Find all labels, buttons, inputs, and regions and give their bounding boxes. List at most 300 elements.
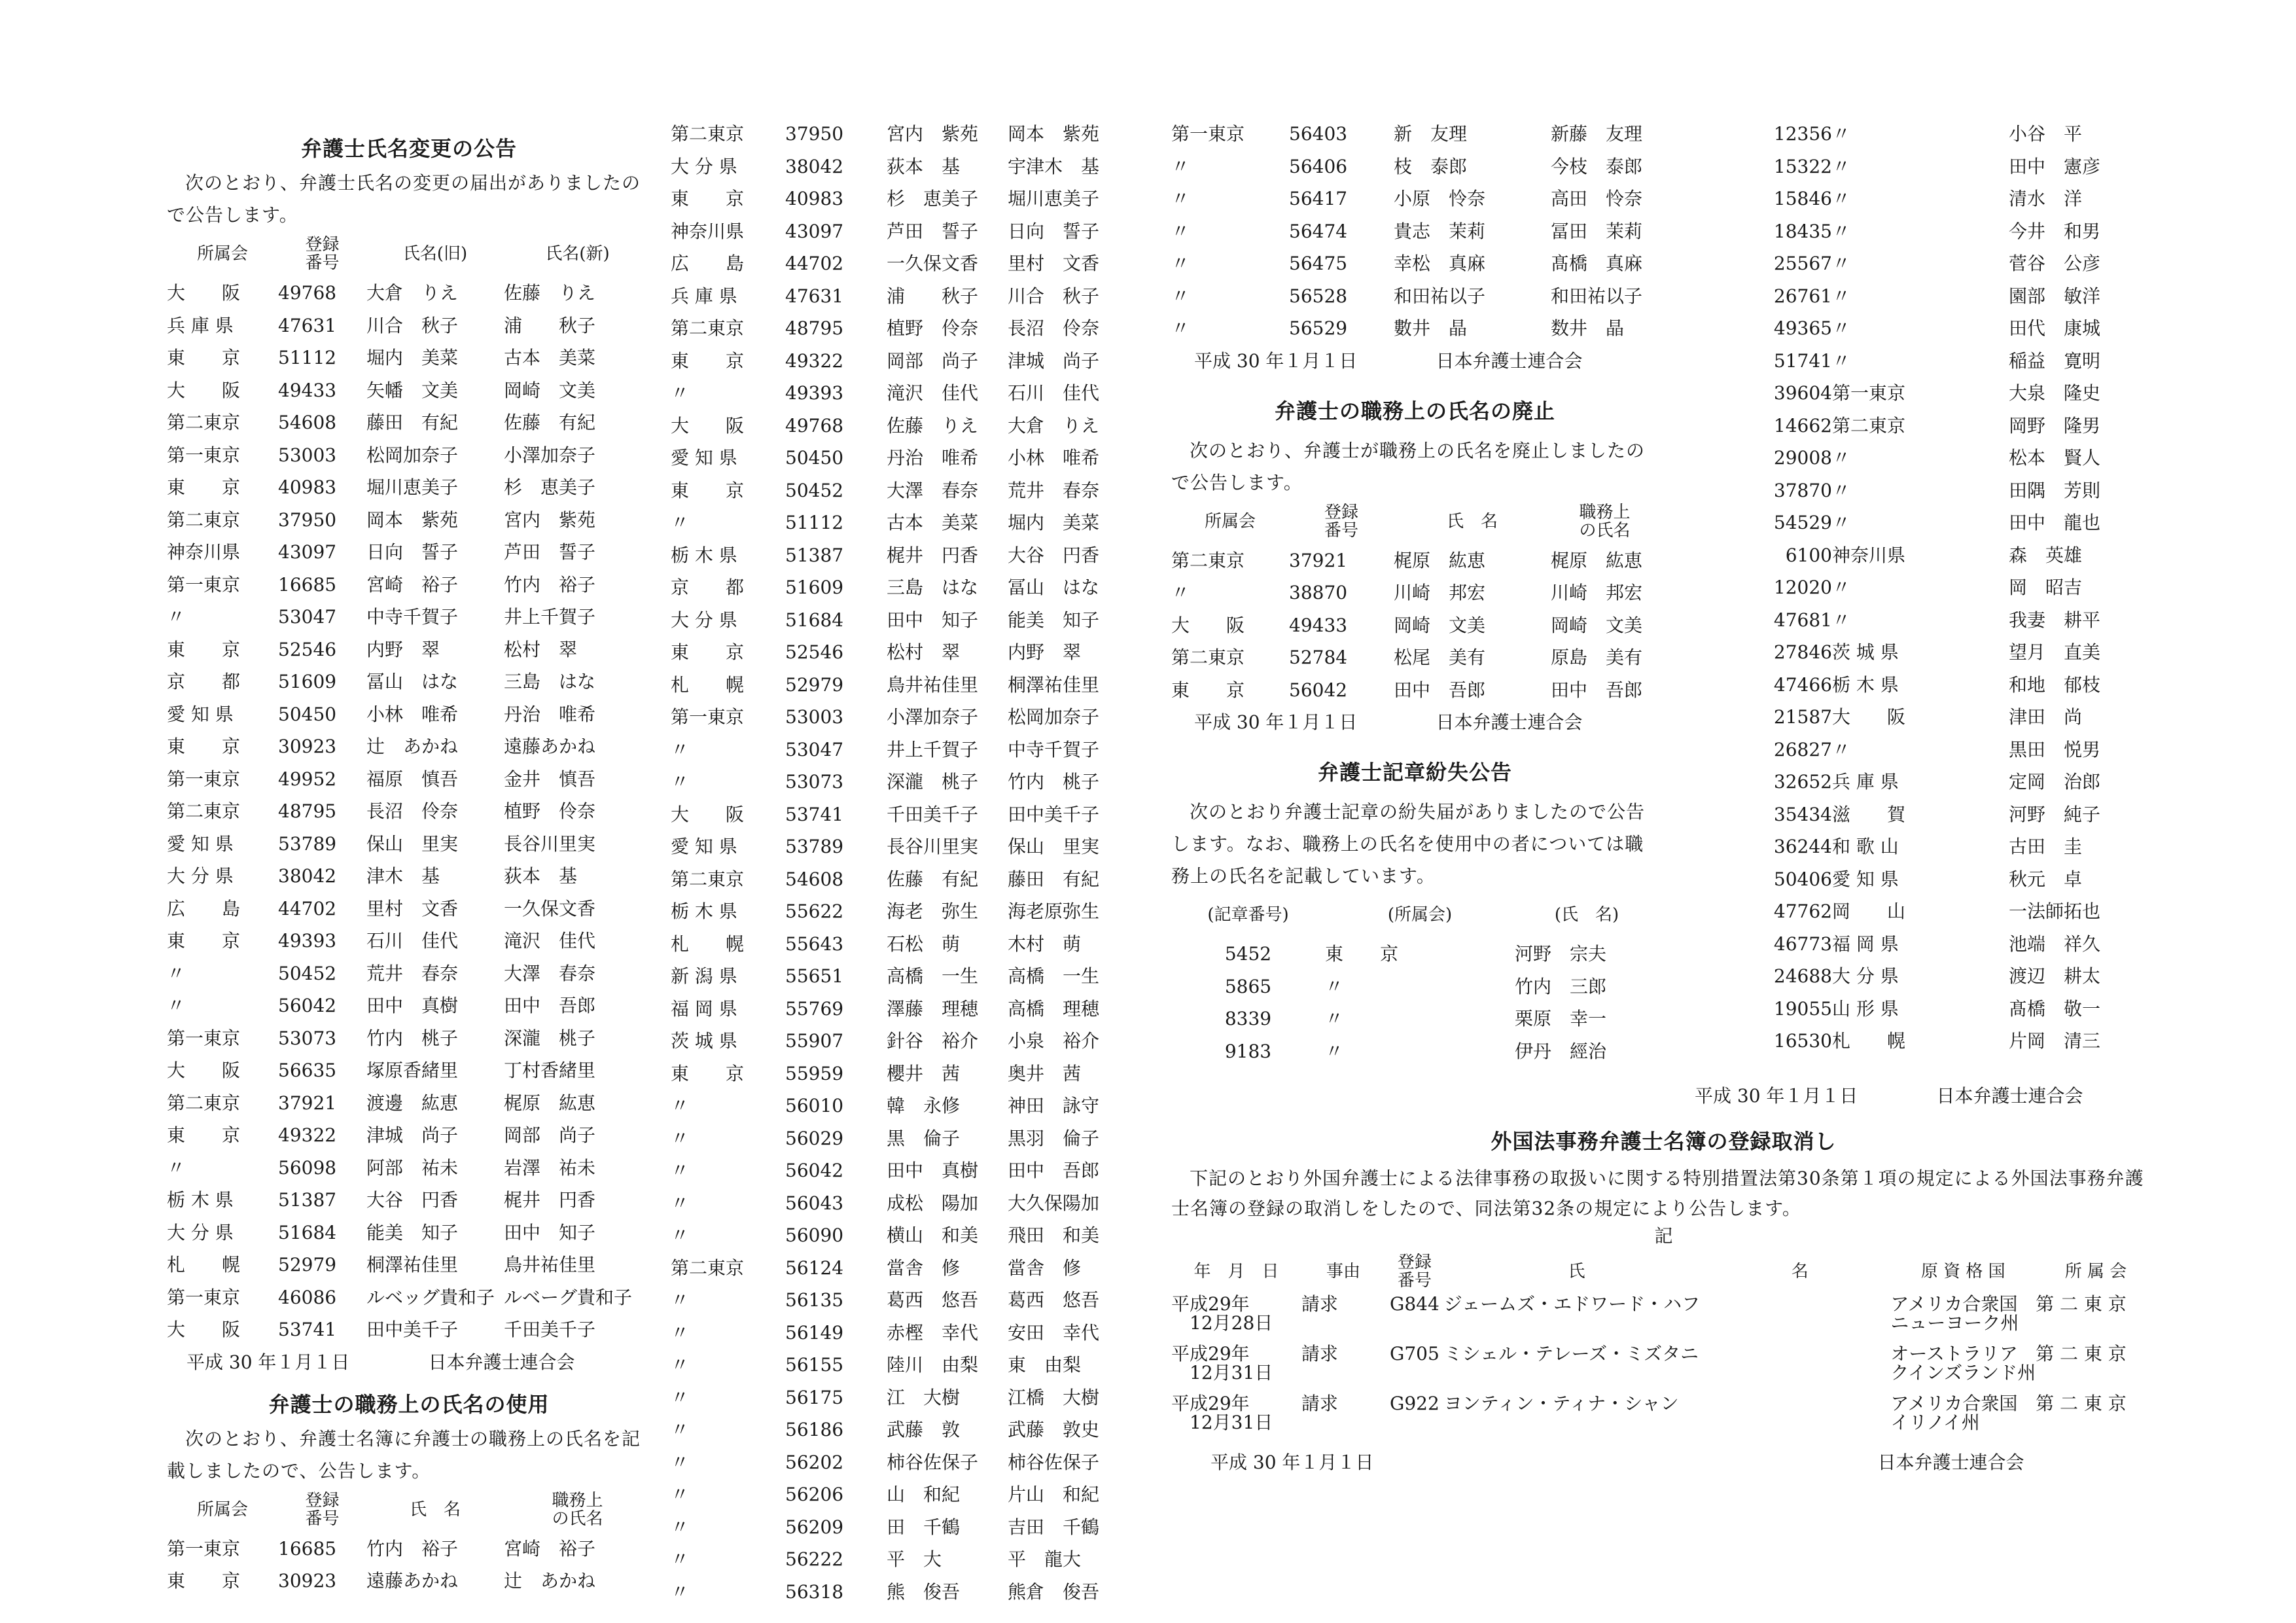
name: 園部 敏洋 [2009,285,2101,307]
bar-association: 栃 木 県 [167,1189,234,1211]
new-name: 柿谷佐保子 [1008,1451,1100,1473]
old-name: 滝沢 佳代 [887,382,979,404]
bar-association: 〃 [671,512,690,533]
old-name: 武藤 敦 [887,1419,961,1440]
date: 平成29年 12月31日 [1171,1393,1273,1433]
bar-association: 第一東京 [167,1537,241,1560]
old-name: 大澤 春奈 [887,479,979,501]
registration-number: 53047 [785,738,844,760]
bar-association: 第一東京 [167,444,241,466]
bar-association: 〃 [167,1156,186,1179]
bar-association: 神奈川県 [1832,544,1906,566]
registration-number: 56417 [1289,188,1348,209]
badge-loss-table-1 [1171,892,1659,1067]
table-row [671,1414,1152,1446]
new-name: 滝沢 佳代 [504,930,596,952]
new-name: 田中 吾郎 [1008,1160,1100,1181]
table-row [671,571,1152,604]
badge-number: 50406 [1773,868,1832,890]
column-header: (記章番号) [1207,905,1289,925]
old-name: 里村 文香 [366,897,459,919]
table-row [671,766,1152,798]
badge-loss-title: 弁護士記章紛失公告 [1317,760,1512,785]
bar-association: 札 幌 [167,1254,241,1275]
table-row [167,569,651,601]
bar-association: 第一東京 [167,573,241,596]
new-name: ルベーグ貴和子 [504,1286,633,1308]
bar-association: 東 京 [167,736,241,757]
bar-association: 第 二 東 京 [2036,1393,2127,1414]
bar-association: 〃 [671,1484,690,1505]
name: 望月 直美 [2009,641,2101,663]
old-name: 矢幡 文美 [366,379,459,401]
bar-association: 茨 城 県 [671,1030,737,1052]
new-name: 保山 里実 [1008,836,1100,857]
registration-number: 38870 [1289,582,1348,603]
registration-number: G922 [1389,1393,1439,1414]
old-name: 松村 翠 [887,641,961,663]
table-row [671,1349,1152,1382]
new-name: 宇津木 基 [1008,155,1100,177]
bar-association: 新 潟 県 [671,965,737,987]
badge-number: 25567 [1773,253,1832,274]
notice-date: 平成 30 年１月１日 [1194,349,1358,372]
bar-association: 〃 [167,962,186,984]
new-name: 岡部 尚子 [504,1124,596,1146]
registration-number: 46086 [278,1286,337,1308]
table-row [671,1576,1152,1609]
table-row [167,893,651,925]
new-name: 荻本 基 [504,865,578,887]
table-row [1734,118,2159,151]
column-header: 氏名(旧) [402,244,468,264]
table-row [671,1317,1152,1349]
registration-number: 16685 [278,1537,337,1560]
registration-number: 51684 [785,609,844,631]
new-name: 大谷 円香 [1008,544,1100,566]
table-row [167,730,651,763]
registration-number: 54608 [278,412,337,433]
bar-association: 第二東京 [671,868,745,890]
new-name: 安田 幸代 [1008,1321,1100,1344]
bar-association: 愛 知 県 [1832,868,1899,890]
table-row [167,1533,651,1565]
table-row [167,1249,651,1281]
new-name: 東 由梨 [1008,1354,1082,1376]
old-name: 桐澤祐佳里 [366,1254,459,1275]
column-2 [671,118,1152,1608]
foreign-lawyer-intro: 下記のとおり外国弁護士による法律事務の取扱いに関する特別措置法第30条第１項の規定による外国法事務弁護士名簿の登録の取消しをしたので、同法第32条の規定により公告します。 [1171,1168,2144,1219]
registration-number: 53073 [785,771,844,793]
bar-association: 東 京 [167,930,241,952]
new-name: 内野 翠 [1008,641,1082,663]
bar-association: 東 京 [167,1124,241,1146]
old-name: 大倉 りえ [366,282,459,304]
old-name: 小林 唯希 [366,703,459,725]
new-name: 数井 晶 [1551,317,1625,339]
old-name: 津城 尚子 [366,1124,459,1146]
old-name: 保山 里実 [366,832,459,855]
badge-number: 47466 [1773,673,1832,696]
name: 森 英雄 [2009,544,2083,566]
new-name: 一久保文香 [504,897,596,919]
bar-association: 第一東京 [167,1286,241,1308]
table-row [1734,377,2159,410]
name: 髙橋 敬一 [2009,997,2101,1020]
bar-association: 〃 [1325,975,1344,997]
new-name: 桐澤祐佳里 [1008,673,1100,696]
bar-association: 〃 [1171,285,1190,307]
table-row [1171,577,1659,609]
foreign-lawyer-section [1171,1127,2156,1478]
name: ジェームズ・エドワード・ハフ [1443,1293,1701,1315]
origin-country: アメリカ合衆国 イリノイ州 [1890,1393,2018,1433]
table-row [671,669,1152,702]
table-row [167,957,651,990]
notice-footer [1171,706,1659,738]
badge-number: 47762 [1773,901,1832,922]
old-name: 針谷 裕介 [887,1030,979,1052]
bar-association: 東 京 [671,349,745,372]
registration-number: 53073 [278,1027,337,1049]
table-row [1734,312,2159,345]
old-name: 陸川 由梨 [887,1354,979,1376]
table-row [671,377,1152,410]
registration-number: 56202 [785,1451,844,1473]
table-row [671,1284,1152,1317]
registration-number: 51609 [785,577,844,598]
registration-number: 37950 [278,508,337,531]
new-name: 大久保陽加 [1008,1192,1100,1214]
registration-number: 53789 [278,832,337,855]
name: 河野 宗夫 [1515,943,1607,965]
table-row [167,1184,651,1217]
table-row [1734,507,2159,539]
new-name: 江橋 大樹 [1008,1386,1100,1408]
bar-association: 〃 [671,382,690,404]
bar-association: 第一東京 [167,768,241,790]
name-change-title: 弁護士氏名変更の公告 [300,136,517,161]
column-1 [167,118,651,1597]
column-header: 氏 名 [409,1499,461,1520]
bar-association: 〃 [1832,577,1851,598]
table-row [1734,993,2159,1026]
registration-number: 56043 [785,1192,844,1214]
old-name: 幸松 真麻 [1394,253,1486,274]
old-name: 熊 俊吾 [887,1580,961,1603]
old-name: 鳥井祐佳里 [887,673,979,696]
bar-association: 福 岡 県 [671,997,737,1020]
badge-number: 16530 [1773,1030,1832,1052]
bar-association: 〃 [1171,220,1190,242]
bar-association: 東 京 [671,1062,745,1084]
table-row [671,312,1152,345]
badge-number: 12020 [1773,577,1832,598]
bar-association: 東 京 [1325,943,1399,965]
notice-footer [1171,345,1659,377]
registration-number: 43097 [278,541,337,563]
old-name: 芦田 誓子 [887,220,979,242]
origin-country: アメリカ合衆国 ニューヨーク州 [1890,1293,2019,1334]
table-row [1734,183,2159,215]
registration-number: 30923 [278,1570,337,1592]
bar-association: 〃 [1171,188,1190,209]
badge-loss-table-2 [1734,118,2159,1058]
badge-number: 24688 [1773,965,1832,987]
table-row [1734,895,2159,928]
table-row [1171,1003,1659,1035]
registration-number: 56010 [785,1095,844,1116]
new-name: 堀内 美菜 [1008,512,1100,533]
table-row [167,310,651,342]
registration-number: 38042 [785,155,844,177]
bar-association: 〃 [671,738,690,760]
table-row [1734,636,2159,669]
bar-association: 大 分 県 [671,609,737,631]
new-name: 長沼 伶奈 [1008,317,1100,339]
name: 小谷 平 [2009,123,2083,145]
table-row [671,798,1152,831]
new-name: 海老原弥生 [1008,901,1100,922]
old-name: 柿谷佐保子 [887,1451,979,1473]
table-row [1734,571,2159,604]
bar-association: 茨 城 県 [1832,641,1899,663]
column-header: 職務上 の氏名 [552,1490,603,1529]
table-row [671,1122,1152,1155]
table-row [1171,641,1659,674]
registration-number: 37921 [1289,549,1348,571]
bar-association: 愛 知 県 [671,836,737,857]
name-change-table-1 [167,231,651,1346]
old-name: 赤樫 幸代 [887,1321,979,1344]
bar-association: 〃 [1832,253,1851,274]
bar-association: 東 京 [167,1570,241,1592]
table-row [167,990,651,1022]
new-name: 丁村香緒里 [504,1060,596,1081]
registration-number: 53003 [278,444,337,466]
professional-name: 川崎 邦宏 [1551,582,1643,603]
column-header: 原 資 格 国 [1920,1262,2005,1281]
old-name: 宮内 紫苑 [887,123,979,145]
old-name: 田 千鶴 [887,1516,961,1538]
new-name: 飛田 和美 [1008,1224,1100,1246]
bar-association: 〃 [1832,609,1851,631]
registration-number: 49322 [278,1124,337,1146]
old-name: 海老 弥生 [887,901,979,922]
table-row [1734,247,2159,280]
old-name: ルベッグ貴和子 [366,1286,495,1308]
old-name: 三島 はな [887,577,979,598]
new-name: 田中 吾郎 [504,995,596,1016]
badge-number: 39604 [1773,382,1832,404]
bar-association: 〃 [671,771,690,793]
old-name: 韓 永修 [887,1095,961,1116]
registration-number: 38042 [278,865,337,887]
table-row [671,410,1152,442]
table-row [1734,960,2159,993]
old-name: 數井 晶 [1394,317,1468,339]
bar-association: 〃 [1832,317,1851,339]
bar-association: 〃 [1325,1008,1344,1029]
bar-association: 〃 [671,1516,690,1538]
old-name: 新 友理 [1394,123,1468,145]
table-row [671,118,1152,151]
bar-association: 〃 [1171,582,1190,603]
new-name: 藤田 有紀 [1008,868,1100,890]
new-name: 小澤加奈子 [504,444,596,466]
old-name: 大谷 円香 [366,1189,459,1211]
badge-number: 37870 [1773,479,1832,501]
table-row [1171,1035,1659,1068]
bar-association: 札 幌 [671,933,745,955]
name-change-table-3 [1171,118,1659,345]
table-row [1171,215,1659,248]
registration-number: 49768 [278,282,337,304]
name: 竹内 裕子 [366,1537,459,1560]
badge-number: 54529 [1773,512,1832,533]
table-row [167,374,651,407]
bar-association: 大 分 県 [671,155,737,177]
old-name: 堀内 美菜 [366,347,459,368]
table-row [167,504,651,537]
registration-number: 56042 [278,995,337,1016]
bar-association: 大 阪 [1832,706,1906,728]
old-name: 丹治 唯希 [887,447,979,469]
registration-number: 56318 [785,1580,844,1603]
notice-issuer: 日本弁護士連合会 [1936,1085,2083,1107]
old-name: 内野 翠 [366,638,440,660]
table-row [1171,1344,2156,1394]
table-row [671,1090,1152,1122]
table-row [1734,539,2159,572]
reason: 請求 [1301,1343,1338,1364]
name-change-table-2 [671,118,1152,1608]
registration-number: 51387 [278,1189,337,1211]
registration-number: 49393 [785,382,844,404]
name: 竹内 三郎 [1515,975,1607,997]
bar-association: 大 阪 [167,1319,241,1340]
registration-number: 56029 [785,1127,844,1149]
column-header: 氏 [1568,1262,1585,1281]
table-row [167,277,651,310]
notice-date: 平成 30 年１月１日 [186,1351,350,1373]
table-row [1734,928,2159,961]
notice-issuer: 日本弁護士連合会 [1877,1452,2024,1473]
registration-number: 56222 [785,1548,844,1570]
table-row [671,1025,1152,1058]
new-name: 冨山 はな [1008,577,1100,598]
table-row [671,247,1152,280]
column-header: 氏名(新) [545,244,610,264]
name: 伊丹 經治 [1515,1040,1607,1062]
bar-association: 大 阪 [167,1060,241,1081]
table-row [167,1313,651,1346]
table-header [167,231,651,277]
registration-number: 52784 [1289,647,1348,668]
registration-number: 50450 [278,703,337,725]
table-row [671,928,1152,961]
registration-number: 55907 [785,1030,844,1052]
registration-number: 44702 [785,253,844,274]
new-name: 長谷川里実 [504,832,596,855]
new-name: 石川 佳代 [1008,382,1100,404]
name: 田中 龍也 [2009,512,2101,533]
name: 岡 昭吉 [2009,577,2083,598]
name: 松尾 美有 [1394,647,1486,668]
name: 菅谷 公彦 [2009,253,2101,274]
notice-footer [167,1346,651,1378]
registration-number: 55959 [785,1062,844,1084]
bar-association: 〃 [671,1451,690,1473]
old-name: 藤田 有紀 [366,412,459,433]
table-row [671,895,1152,928]
name: ヨンティン・ティナ・シャン [1443,1393,1679,1414]
old-name: 黒 倫子 [887,1127,961,1149]
table-row [1734,734,2159,766]
column-header: (氏 名) [1554,905,1619,925]
registration-number: 56206 [785,1484,844,1505]
table-row [1171,971,1659,1003]
table-row [1171,938,1659,971]
table-row [1734,669,2159,702]
table-row [167,1281,651,1314]
registration-number: 56135 [785,1289,844,1311]
name: 定岡 治郎 [2009,771,2101,793]
column-header: 氏 名 [1446,511,1498,531]
registration-number: 56406 [1289,155,1348,177]
bar-association: 愛 知 県 [671,447,737,469]
table-row [671,636,1152,669]
registration-number: 52979 [278,1254,337,1275]
registration-number: 56098 [278,1156,337,1179]
bar-association: 大 阪 [1171,614,1245,636]
registration-number: 30923 [278,736,337,757]
new-name: 田中美千子 [1008,803,1100,825]
table-row [671,863,1152,896]
bar-association: 第二東京 [167,800,241,822]
new-name: 高橋 一生 [1008,965,1100,987]
registration-number: 56042 [785,1160,844,1181]
badge-number: 49365 [1773,317,1832,339]
registration-number: 49768 [785,414,844,437]
old-name: 長沼 伶奈 [366,800,459,822]
table-row [1171,183,1659,215]
name: 和地 郁枝 [2009,673,2101,696]
bar-association: 広 島 [167,897,241,919]
registration-number: 55622 [785,901,844,922]
bar-association: 栃 木 県 [1832,673,1899,696]
table-row [671,539,1152,572]
old-name: 枝 泰郎 [1394,155,1468,177]
bar-association: 〃 [671,1548,690,1570]
old-name: 古本 美菜 [887,512,979,533]
registration-number: 53789 [785,836,844,857]
registration-number: 54608 [785,868,844,890]
bar-association: 栃 木 県 [671,901,737,922]
bar-association: 東 京 [671,479,745,501]
table-row [671,1446,1152,1479]
table-row [167,1152,651,1185]
table-row [1734,766,2159,798]
bar-association: 兵 庫 県 [167,314,234,336]
new-name: 堀川恵美子 [1008,188,1100,209]
old-name: 浦 秋子 [887,285,979,307]
table-row [1734,474,2159,507]
table-row [1734,280,2159,313]
registration-number: 49322 [785,349,844,372]
registration-number: 48795 [278,800,337,822]
table-row [1734,215,2159,248]
